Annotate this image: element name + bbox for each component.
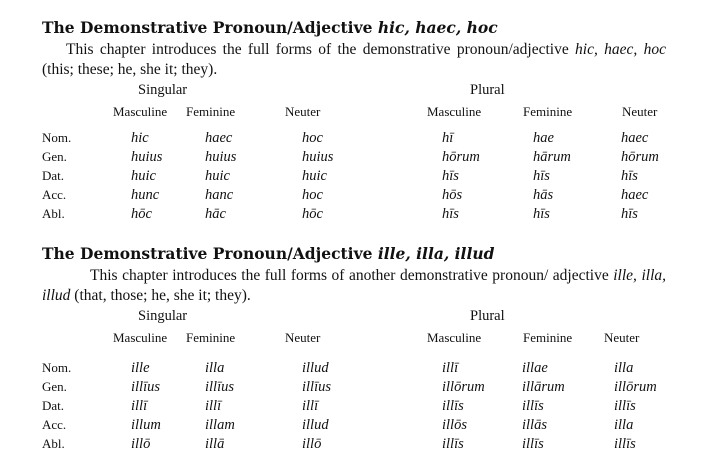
form-sg-fem: illā — [205, 436, 225, 452]
case-label: Gen. — [42, 379, 67, 394]
col-header-pl-feminine: Feminine — [523, 330, 573, 345]
table-row-abl — [0, 206, 721, 225]
plural-label: Plural — [470, 82, 505, 98]
form-sg-masc: ille — [131, 360, 150, 376]
form-sg-masc: illō — [131, 436, 151, 452]
col-header-pl-neuter: Neuter — [622, 104, 658, 119]
case-label: Nom. — [42, 130, 72, 145]
table-row-gen — [0, 379, 721, 398]
table-row-gen — [0, 149, 721, 168]
form-pl-fem: hārum — [533, 149, 571, 165]
case-label: Abl. — [42, 206, 65, 221]
form-pl-masc: illī — [442, 360, 459, 376]
col-header-pl-masculine: Masculine — [427, 330, 482, 345]
col-header-sg-masculine: Masculine — [113, 104, 168, 119]
form-pl-masc: illōrum — [442, 379, 485, 395]
form-pl-neut: illa — [614, 360, 634, 376]
table-row-dat — [0, 168, 721, 187]
form-pl-masc: illōs — [442, 417, 467, 433]
form-pl-fem: hae — [533, 130, 554, 146]
form-pl-neut: haec — [621, 130, 649, 146]
form-pl-fem: illās — [522, 417, 547, 433]
form-pl-masc: hīs — [442, 206, 459, 222]
form-sg-fem: hanc — [205, 187, 234, 203]
table-row-acc — [0, 417, 721, 436]
form-pl-neut: hīs — [621, 206, 638, 222]
table-row-dat — [0, 398, 721, 417]
section-ille-illa-illud — [0, 226, 721, 466]
intro-paragraph: This chapter introduces the full forms of another demonstrative pronoun/ adjective ille, illa, illud (that, those; he, she it; they). — [42, 267, 666, 304]
form-pl-masc: hīs — [442, 168, 459, 184]
form-sg-masc: hunc — [131, 187, 160, 203]
section-heading: The Demonstrative Pronoun/Adjective hic, haec, hoc — [42, 18, 498, 37]
form-pl-neut: illīs — [614, 398, 636, 414]
form-pl-fem: illīs — [522, 436, 544, 452]
table-row-nom — [0, 130, 721, 149]
form-sg-fem: haec — [205, 130, 233, 146]
form-sg-masc: huius — [131, 149, 163, 165]
form-pl-neut: hōrum — [621, 149, 659, 165]
case-label: Abl. — [42, 436, 65, 451]
form-sg-masc: illīus — [131, 379, 161, 395]
case-label: Dat. — [42, 168, 65, 183]
form-pl-masc: hī — [442, 130, 454, 146]
form-sg-neut: illīus — [302, 379, 332, 395]
form-pl-fem: illārum — [522, 379, 565, 395]
form-sg-masc: illum — [131, 417, 161, 433]
col-header-sg-neuter: Neuter — [285, 104, 321, 119]
col-header-sg-neuter: Neuter — [285, 330, 321, 345]
form-sg-neut: hoc — [302, 187, 323, 203]
form-sg-neut: illud — [302, 360, 329, 376]
form-sg-masc: illī — [131, 398, 148, 414]
form-sg-neut: hoc — [302, 130, 323, 146]
col-header-sg-feminine: Feminine — [186, 330, 236, 345]
col-header-pl-feminine: Feminine — [523, 104, 573, 119]
case-label: Nom. — [42, 360, 72, 375]
form-sg-masc: hic — [131, 130, 149, 146]
form-pl-masc: illīs — [442, 398, 464, 414]
col-header-pl-masculine: Masculine — [427, 104, 482, 119]
intro-paragraph: This chapter introduces the full forms of the demonstrative pronoun/adjective hic, haec, hoc (this; these; he, she it; they). — [42, 41, 666, 78]
col-header-pl-neuter: Neuter — [604, 330, 640, 345]
form-sg-fem: huius — [205, 149, 237, 165]
form-pl-masc: illīs — [442, 436, 464, 452]
form-sg-neut: huic — [302, 168, 327, 184]
form-sg-neut: illī — [302, 398, 319, 414]
table-row-acc — [0, 187, 721, 206]
form-pl-neut: illīs — [614, 436, 636, 452]
section-heading: The Demonstrative Pronoun/Adjective ille, illa, illud — [42, 244, 495, 263]
plural-label: Plural — [470, 308, 505, 324]
form-sg-fem: hāc — [205, 206, 226, 222]
form-sg-neut: illō — [302, 436, 322, 452]
case-label: Acc. — [42, 187, 67, 202]
col-header-sg-masculine: Masculine — [113, 330, 168, 345]
form-pl-fem: hās — [533, 187, 554, 203]
form-pl-neut: hīs — [621, 168, 638, 184]
form-sg-masc: huic — [131, 168, 156, 184]
form-sg-neut: huius — [302, 149, 334, 165]
singular-label: Singular — [138, 82, 188, 98]
case-label: Dat. — [42, 398, 65, 413]
table-row-nom — [0, 360, 721, 379]
form-pl-neut: haec — [621, 187, 649, 203]
form-sg-neut: illud — [302, 417, 329, 433]
form-sg-fem: illa — [205, 360, 225, 376]
singular-label: Singular — [138, 308, 188, 324]
form-pl-neut: illa — [614, 417, 634, 433]
form-pl-masc: hōs — [442, 187, 463, 203]
form-sg-fem: illam — [205, 417, 235, 433]
form-pl-fem: illae — [522, 360, 548, 376]
table-row-abl — [0, 436, 721, 455]
form-sg-masc: hōc — [131, 206, 152, 222]
form-sg-fem: illī — [205, 398, 222, 414]
form-pl-fem: illīs — [522, 398, 544, 414]
form-pl-fem: hīs — [533, 206, 550, 222]
form-sg-fem: huic — [205, 168, 230, 184]
case-label: Acc. — [42, 417, 67, 432]
form-sg-neut: hōc — [302, 206, 323, 222]
col-header-sg-feminine: Feminine — [186, 104, 236, 119]
form-pl-masc: hōrum — [442, 149, 480, 165]
case-label: Gen. — [42, 149, 67, 164]
form-sg-fem: illīus — [205, 379, 235, 395]
form-pl-fem: hīs — [533, 168, 550, 184]
form-pl-neut: illōrum — [614, 379, 657, 395]
